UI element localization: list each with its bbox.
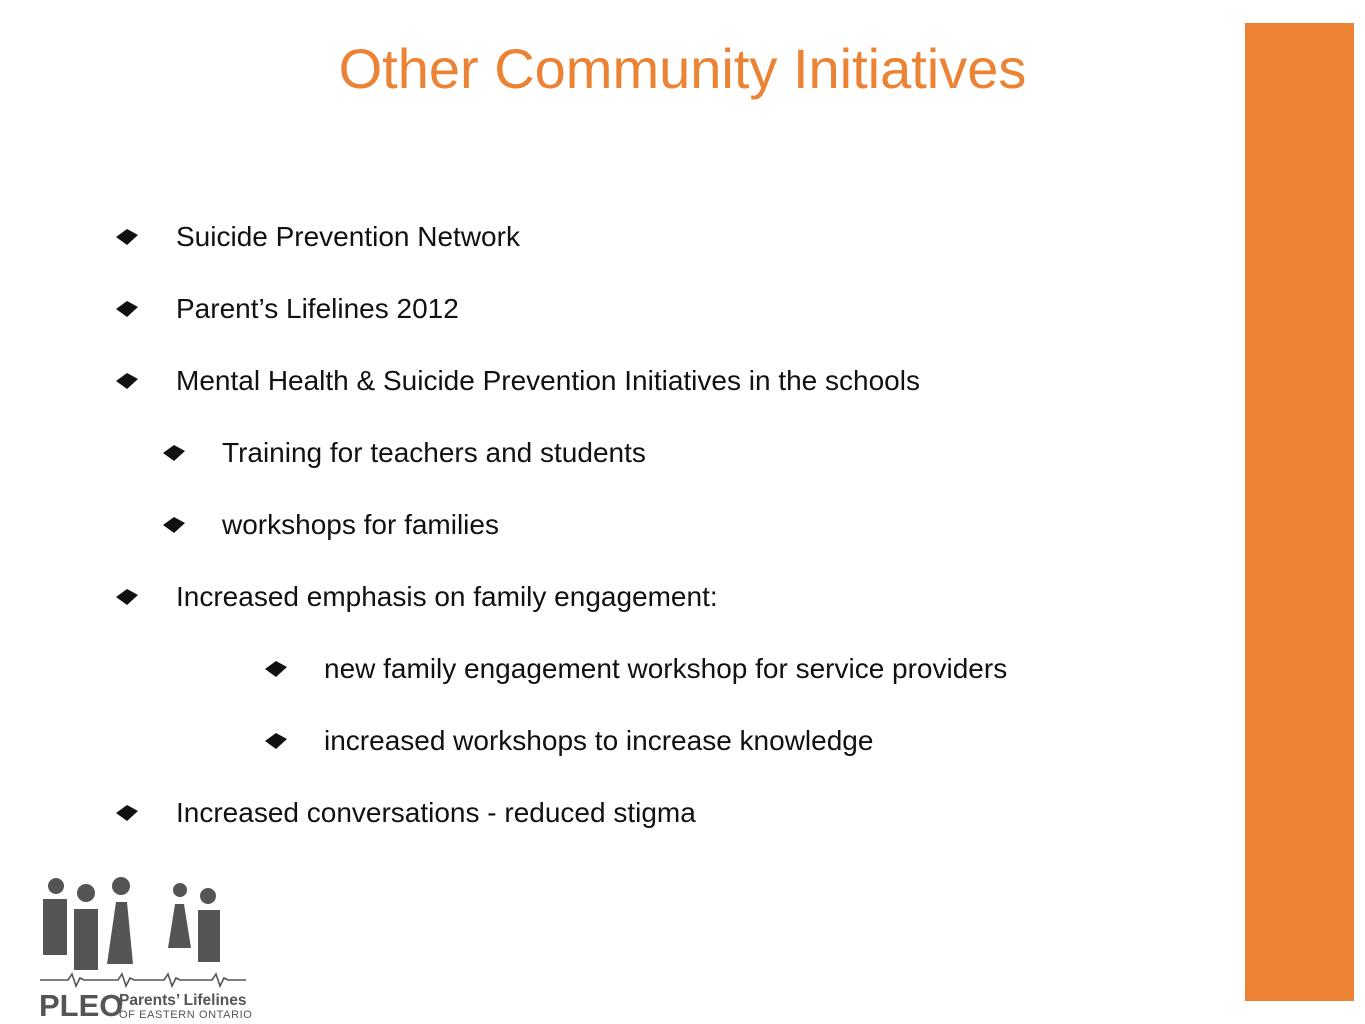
- bullet-text: increased workshops to increase knowledge: [324, 725, 874, 756]
- bullet-text: workshops for families: [222, 509, 499, 540]
- diamond-bullet-icon: [115, 804, 139, 822]
- diamond-bullet-icon: [115, 372, 139, 390]
- diamond-bullet-icon: [115, 300, 139, 318]
- bullet-text: Suicide Prevention Network: [176, 221, 520, 252]
- bullet-text: Mental Health & Suicide Prevention Initiatives in the schools: [176, 365, 920, 396]
- diamond-bullet-icon: [115, 228, 139, 246]
- diamond-bullet-icon: [264, 732, 288, 750]
- diamond-bullet-icon: [115, 588, 139, 606]
- orange-accent-bar: [1245, 23, 1354, 1001]
- slide-title: Other Community Initiatives: [338, 37, 1027, 100]
- bullet-text: new family engagement workshop for service providers: [324, 653, 1008, 684]
- diamond-bullet-icon: [264, 660, 288, 678]
- logo-acronym: PLEO: [39, 988, 124, 1023]
- bullet-text: Training for teachers and students: [222, 437, 646, 468]
- pleo-logo: [36, 872, 256, 1022]
- family-figures-icon: [36, 872, 256, 990]
- logo-subtitle: OF EASTERN ONTARIO: [119, 1009, 253, 1021]
- bullet-text: Parent’s Lifelines 2012: [176, 293, 459, 324]
- diamond-bullet-icon: [162, 516, 186, 534]
- logo-name: Parents’ Lifelines: [119, 992, 247, 1009]
- diamond-bullet-icon: [162, 444, 186, 462]
- bullet-text: Increased emphasis on family engagement:: [176, 581, 718, 612]
- bullet-text: Increased conversations - reduced stigma: [176, 797, 696, 828]
